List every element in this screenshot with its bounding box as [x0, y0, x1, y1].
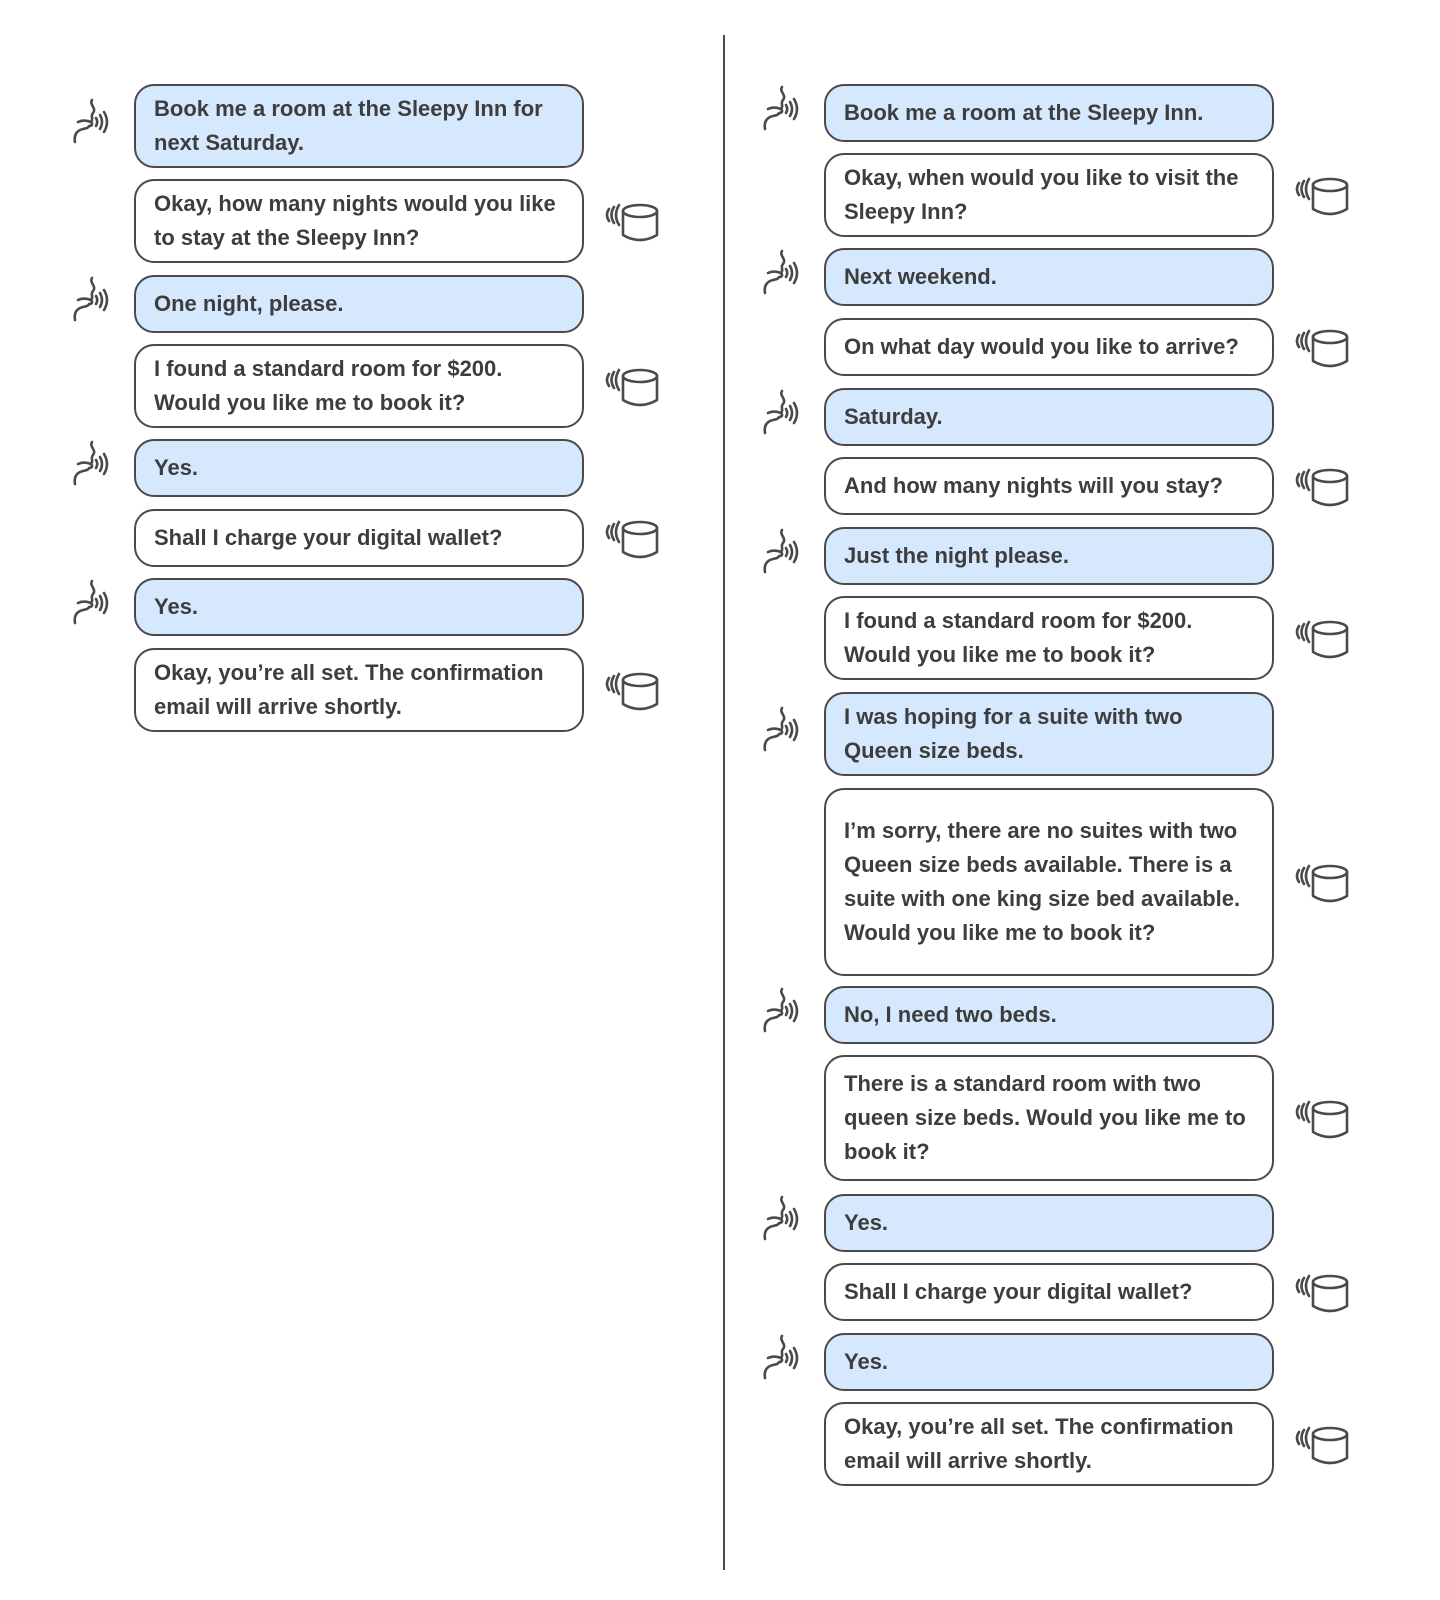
assistant-message-bubble [824, 153, 1274, 237]
message-text: Next weekend. [844, 264, 997, 289]
speaking-user-icon [748, 243, 810, 305]
user-message-bubble [134, 578, 584, 636]
voice-assistant-device-icon [598, 504, 660, 566]
user-message-bubble [824, 986, 1274, 1044]
speaking-user-icon [748, 700, 810, 762]
assistant-message-bubble [824, 1263, 1274, 1321]
speaking-user-icon [748, 383, 810, 445]
voice-assistant-device-icon [1288, 1258, 1350, 1320]
message-text: Yes. [154, 455, 199, 480]
message-text: Shall I charge your digital wallet? [844, 1279, 1193, 1304]
assistant-message-bubble [824, 1402, 1274, 1486]
voice-assistant-device-icon [1288, 161, 1350, 223]
voice-assistant-device-icon [598, 352, 660, 414]
message-text: Okay, how many nights would you like to stay at the Sleepy Inn? [154, 191, 556, 250]
speaking-user-icon [748, 981, 810, 1043]
message-text: And how many nights will you stay? [844, 473, 1223, 498]
right-conversation [706, 0, 1406, 1600]
user-message-bubble [824, 527, 1274, 585]
message-text: Just the night please. [844, 543, 1069, 568]
voice-assistant-device-icon [1288, 452, 1350, 514]
speaking-user-icon [58, 270, 120, 332]
speaking-user-icon [748, 1189, 810, 1251]
message-text: On what day would you like to arrive? [844, 334, 1239, 359]
user-message-bubble [134, 275, 584, 333]
user-message-bubble [824, 1333, 1274, 1391]
voice-assistant-device-icon [1288, 313, 1350, 375]
voice-assistant-device-icon [1288, 1084, 1350, 1146]
assistant-message-bubble [824, 318, 1274, 376]
speaking-user-icon [58, 92, 120, 154]
speaking-user-icon [58, 434, 120, 496]
assistant-message-bubble [134, 344, 584, 428]
message-text: Yes. [154, 594, 199, 619]
voice-assistant-device-icon [598, 187, 660, 249]
user-message-bubble [134, 439, 584, 497]
user-message-bubble [824, 388, 1274, 446]
user-message-bubble [134, 84, 584, 168]
speaking-user-icon [748, 79, 810, 141]
message-text: One night, please. [154, 291, 344, 316]
message-text: Okay, when would you like to visit the Sleepy Inn? [844, 165, 1239, 224]
message-text: There is a standard room with two queen size beds. Would you like me to book it? [844, 1071, 1246, 1164]
assistant-message-bubble [824, 457, 1274, 515]
voice-assistant-device-icon [1288, 604, 1350, 666]
message-text: Book me a room at the Sleepy Inn. [844, 100, 1204, 125]
voice-assistant-device-icon [1288, 848, 1350, 910]
assistant-message-bubble [134, 648, 584, 732]
assistant-message-bubble [824, 596, 1274, 680]
message-text: Okay, you’re all set. The confirmation email will arrive shortly. [844, 1414, 1234, 1473]
message-text: No, I need two beds. [844, 1002, 1057, 1027]
voice-assistant-device-icon [1288, 1410, 1350, 1472]
user-message-bubble [824, 1194, 1274, 1252]
speaking-user-icon [748, 522, 810, 584]
speaking-user-icon [58, 573, 120, 635]
message-text: Shall I charge your digital wallet? [154, 525, 503, 550]
assistant-message-bubble [134, 179, 584, 263]
message-text: Book me a room at the Sleepy Inn for next Saturday. [154, 96, 543, 155]
message-text: I’m sorry, there are no suites with two Queen size beds available. There is a suite with one king size bed available. Would you like me to book it? [844, 818, 1241, 945]
assistant-message-bubble [824, 1055, 1274, 1181]
message-text: Okay, you’re all set. The confirmation email will arrive shortly. [154, 660, 544, 719]
message-text: I was hoping for a suite with two Queen size beds. [844, 704, 1183, 763]
assistant-message-bubble [134, 509, 584, 567]
message-text: Yes. [844, 1349, 889, 1374]
user-message-bubble [824, 84, 1274, 142]
message-text: I found a standard room for $200. Would you like me to book it? [844, 608, 1193, 667]
assistant-message-bubble [824, 788, 1274, 976]
user-message-bubble [824, 692, 1274, 776]
message-text: Saturday. [844, 404, 943, 429]
user-message-bubble [824, 248, 1274, 306]
speaking-user-icon [748, 1328, 810, 1390]
message-text: Yes. [844, 1210, 889, 1235]
voice-assistant-device-icon [598, 656, 660, 718]
left-conversation [0, 0, 700, 1600]
message-text: I found a standard room for $200. Would you like me to book it? [154, 356, 503, 415]
